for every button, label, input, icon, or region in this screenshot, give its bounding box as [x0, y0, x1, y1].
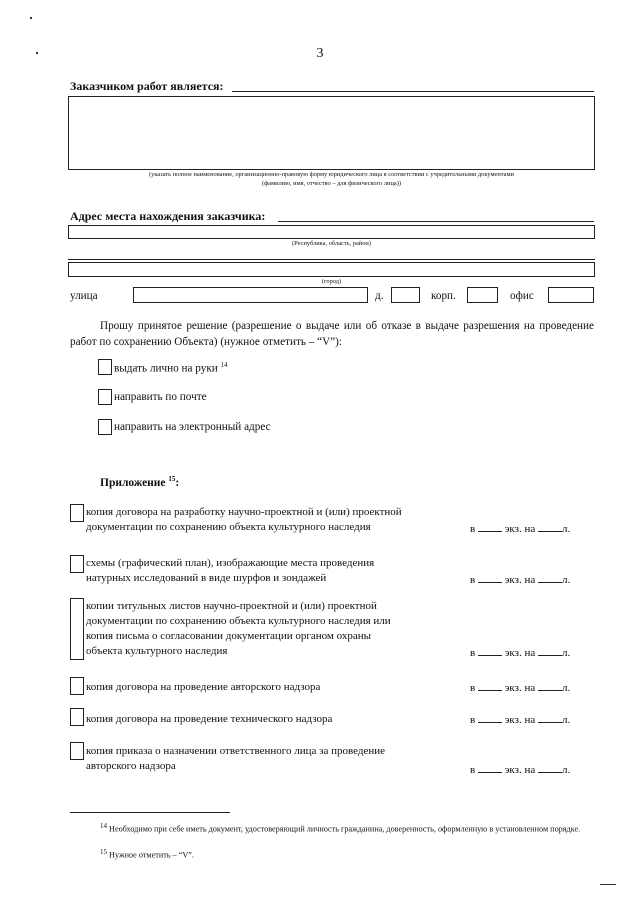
attachment-text: копия договора на проведение авторского надзора — [86, 681, 321, 693]
footnote-separator — [70, 812, 230, 813]
attachment-qty: в экз. на л. — [470, 574, 571, 586]
attachment-text: копия договора на разработку научно-проектной и (или) проектной документации по сохранению объекта культурного наследия — [86, 506, 402, 533]
address-title: Адрес места нахождения заказчика: — [70, 209, 266, 223]
attachment-checkbox[interactable] — [70, 598, 84, 660]
request-paragraph: Прошу принятое решение (разрешение о выдаче или об отказе в выдаче разрешения на проведение работ по сохранению Объекта) (нужное отметить – “V”): — [70, 320, 594, 348]
option-label-in-person: выдать лично на руки $^{14}$ — [114, 361, 228, 375]
footnote-14: $^{14}$ Необходимо при себе иметь документ, удостоверяющий личность гражданина, доверенность, оформленную в установленном порядке. — [100, 822, 581, 834]
option-label-email: направить на электронный адрес — [114, 421, 271, 433]
attachment-text: копия договора на проведение технического надзора — [86, 713, 333, 725]
page-number: 3 — [316, 46, 324, 61]
attachment-checkbox[interactable] — [70, 742, 84, 760]
attachment-qty: в экз. на л. — [470, 682, 571, 694]
option-checkbox-mail[interactable] — [98, 389, 112, 405]
attachment-text: копия приказа о назначении ответственного лица за проведение авторского надзора — [86, 745, 386, 772]
customer-hint-1: (указать полное наименование, организационно-правовую форму юридического лица в соответствии с учредительными документами — [149, 171, 514, 178]
option-checkbox-in-person[interactable] — [98, 359, 112, 375]
address-title-line — [278, 221, 594, 222]
region-field[interactable] — [68, 225, 595, 239]
street-label: улица — [70, 290, 98, 302]
attachment-qty: в экз. на л. — [470, 523, 571, 535]
customer-title-line — [232, 91, 594, 92]
attachment-text: копии титульных листов научно-проектной и (или) проектной документации по сохранению объекта культурного наследия или копия письма о согласовании документации органом охраны объекта культурного наследия — [86, 600, 391, 657]
attachment-checkbox[interactable] — [70, 677, 84, 695]
attachment-qty: в экз. на л. — [470, 764, 571, 776]
attachment-qty: в экз. на л. — [470, 647, 571, 659]
attachment-checkbox[interactable] — [70, 555, 84, 573]
city-field[interactable] — [68, 262, 595, 277]
house-label: д. — [375, 290, 384, 302]
street-field[interactable] — [133, 287, 368, 303]
office-field[interactable] — [548, 287, 594, 303]
attachments-title: Приложение $^{15}$: — [100, 475, 180, 489]
building-label: корп. — [431, 290, 456, 302]
city-hint: (город) — [321, 278, 342, 285]
customer-title: Заказчиком работ является: — [70, 79, 224, 93]
office-label: офис — [510, 290, 534, 302]
attachment-checkbox[interactable] — [70, 708, 84, 726]
attachment-text: схемы (графический план), изображающие места проведения натурных исследований в виде шурфов и зондажей — [86, 557, 375, 584]
footnote-15: $^{15}$ Нужное отметить – “V”. — [100, 848, 194, 860]
customer-name-field[interactable] — [68, 96, 595, 170]
option-label-mail: направить по почте — [114, 391, 207, 403]
option-checkbox-email[interactable] — [98, 419, 112, 435]
house-field[interactable] — [391, 287, 420, 303]
margin-mark — [30, 17, 32, 19]
region-hint: (Республика, область, район) — [292, 240, 371, 247]
separator-line — [68, 259, 595, 260]
corner-mark — [600, 884, 616, 885]
building-field[interactable] — [467, 287, 498, 303]
attachment-checkbox[interactable] — [70, 504, 84, 522]
customer-hint-2: (фамилию, имя, отчество – для физического лица)) — [262, 180, 401, 187]
attachment-qty: в экз. на л. — [470, 714, 571, 726]
